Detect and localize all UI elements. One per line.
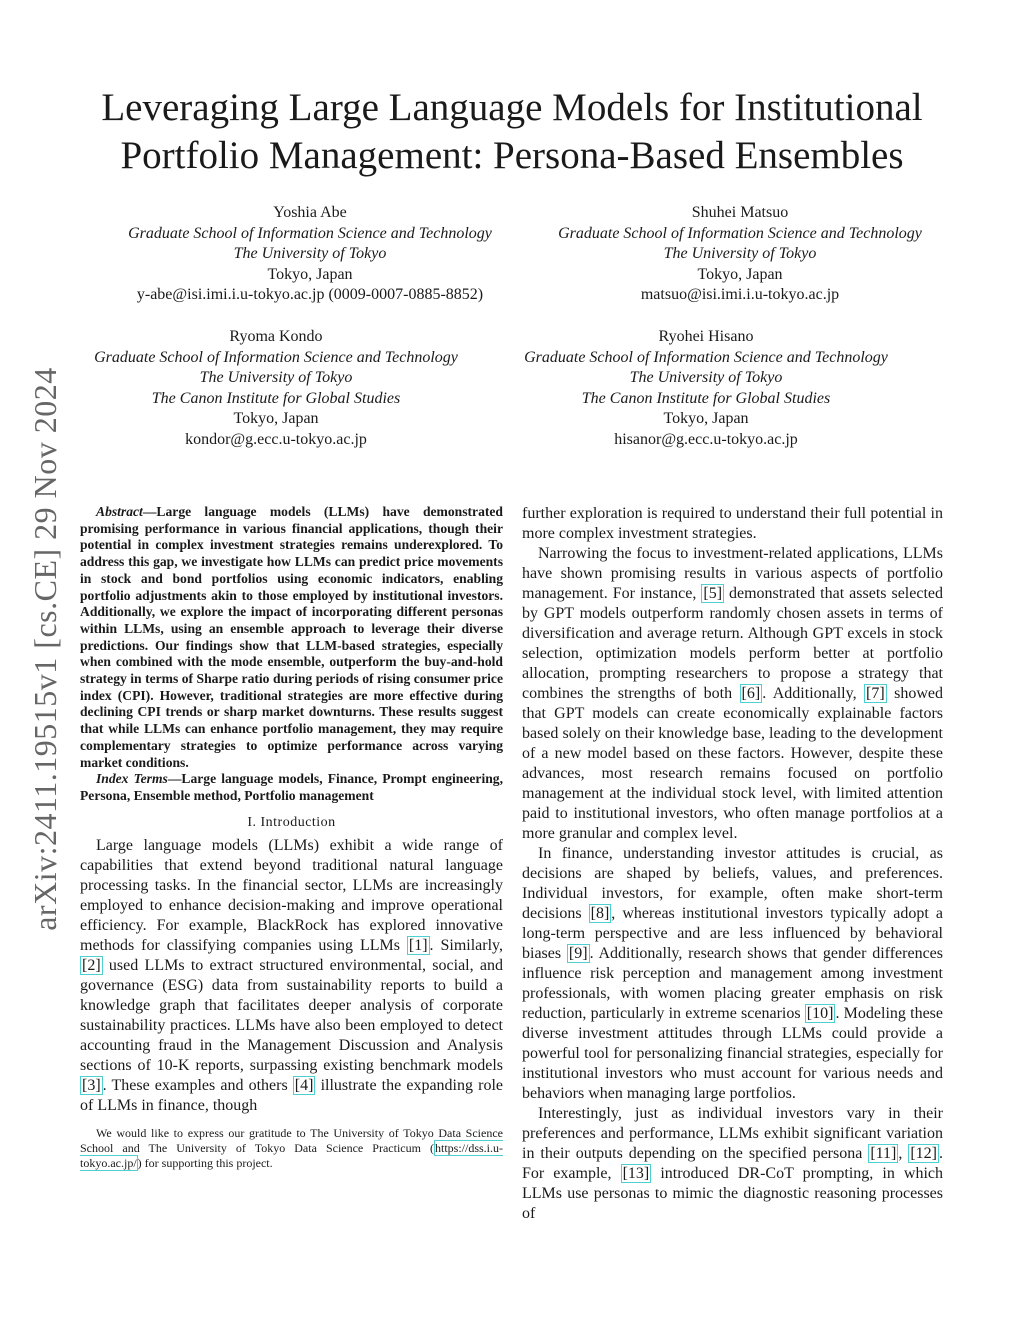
- author-institute: The Canon Institute for Global Studies: [151, 389, 401, 407]
- citation-link[interactable]: [10]: [806, 1005, 834, 1022]
- author-university: The University of Tokyo: [233, 245, 387, 263]
- text-run: , whereas institutional investors typically adopt a long-term perspective and are less influenced by behavioral biases: [522, 905, 944, 962]
- author-affiliation: Graduate School of Information Science and Technology: [558, 224, 922, 242]
- author-affiliation: Graduate School of Information Science and Technology: [524, 348, 888, 366]
- citation-link[interactable]: [9]: [568, 945, 588, 962]
- author-block-hisano: [496, 327, 916, 451]
- section-heading: I. Introduction: [247, 814, 336, 830]
- text-run: demonstrated that assets selected by GPT models outperform randomly chosen assets in terms of diversification and average return. Although GPT excels in stock selection, optimization models perform better at portfolio allocation, prompting researchers to propose a strategy that combines the strengths of both: [522, 585, 944, 702]
- citation-link[interactable]: [2]: [82, 956, 101, 974]
- text-run: used LLMs to extract structured environmental, social, and governance (ESG) data from sustainability reports to build a knowledge graph that facilitates deeper analysis of corporate sustainability practices. LLMs have also been employed to detect accounting fraud in the Management Discussion and Analysis sections of 10-K reports, surpassing existing benchmark models: [80, 956, 503, 1074]
- text-run: ,: [898, 1145, 909, 1162]
- text-run: . Similarly,: [429, 936, 503, 954]
- author-affiliation: Graduate School of Information Science and Technology: [94, 348, 458, 366]
- citation-link[interactable]: [8]: [590, 905, 610, 922]
- author-block-matsuo: [530, 203, 950, 306]
- citation-link[interactable]: [7]: [866, 685, 885, 702]
- paper-title: [60, 84, 964, 180]
- citation-link[interactable]: [6]: [741, 685, 761, 702]
- abstract-text: —Large language models (LLMs) have demonstrated promising performance in various financial applications, though their potential in complex investment strategies remains underexplored. To address this gap, we investigate how LLMs can predict price movements in stock and bond portfolios using economic indicators, enabling portfolio adjustments akin to those employed by institutional investors. Additionally, we explore the impact of incorporating different personas within LLMs, using an ensemble approach to leverage their diverse predictions. Our findings show that LLM-based strategies, especially when combined with the mode ensemble, outperform the buy-and-hold strategy in terms of Sharpe ratio during periods of rising consumer price index (CPI). However, traditional strategies are more effective during declining CPI trends or sharp market downturns. These results suggest that while LLMs can enhance portfolio management, they may require complementary strategies to optimize performance across varying market conditions.: [80, 504, 503, 770]
- author-email: kondor@g.ecc.u-tokyo.ac.jp: [185, 430, 367, 448]
- intro-paragraph: [80, 836, 503, 1116]
- left-column: [80, 504, 503, 1171]
- author-location: Tokyo, Japan: [233, 410, 319, 428]
- footnote-text-end: ) for supporting this project.: [137, 1155, 273, 1170]
- text-run: showed that GPT models can create economically explainable factors based solely on their knowledge base, leading to the development of a new model based on these factors. However, despite these advances, most research remains focused on portfolio management at the individual stock level, with limited attention paid to institutional investors, who often manage portfolios at a more granular and complex level.: [522, 685, 943, 842]
- author-affiliation: Graduate School of Information Science and Technology: [128, 224, 492, 242]
- author-block-kondo: [66, 327, 486, 451]
- author-email: y-abe@isi.imi.i.u-tokyo.ac.jp (0009-0007-0885-8852): [136, 286, 484, 304]
- citation-link[interactable]: [4]: [294, 1076, 314, 1094]
- author-location: Tokyo, Japan: [663, 410, 749, 428]
- text-run: . For example,: [522, 1145, 943, 1182]
- author-university: The University of Tokyo: [199, 369, 353, 387]
- right-column: [522, 504, 943, 1224]
- citation-link[interactable]: [3]: [82, 1076, 101, 1094]
- author-location: Tokyo, Japan: [267, 265, 353, 283]
- footnote-url-link[interactable]: https://dss.i.u-tokyo.ac.jp/: [80, 1140, 503, 1170]
- index-terms: [80, 771, 503, 804]
- author-location: Tokyo, Japan: [697, 265, 783, 283]
- citation-link[interactable]: [1]: [408, 936, 428, 954]
- text-run: . Additionally,: [762, 685, 865, 702]
- text-run: Large language models (LLMs) exhibit a wide range of capabilities that extend beyond traditional natural language processing tasks. In the financial sector, LLMs are increasingly employed to enhance decision-making and improve operational efficiency. For example, BlackRock has explored innovative methods for classifying companies using LLMs: [80, 836, 503, 954]
- text-run: . These examples and others: [102, 1076, 293, 1094]
- text-run: . Modeling these diverse investment attitudes through LLMs could provide a powerful tool for personalizing financial strategies, especially for institutional investors who must account for various needs and behaviors when managing large portfolios.: [522, 1005, 943, 1102]
- index-terms-label: Index Terms: [96, 771, 168, 787]
- title-line-1: Leveraging Large Language Models for Institutional: [101, 86, 923, 129]
- right-paragraph-continued: further exploration is required to understand their full potential in more complex investment strategies.: [522, 505, 943, 542]
- text-run: . Additionally, research shows that gender differences influence risk perception and management among investment professionals, with women placing greater emphasis on risk reduction, particularly in extreme scenarios: [522, 945, 943, 1022]
- author-name: Shuhei Matsuo: [691, 204, 789, 221]
- author-institute: The Canon Institute for Global Studies: [581, 389, 831, 407]
- abstract-label: Abstract: [96, 504, 143, 519]
- citation-link[interactable]: [13]: [622, 1165, 650, 1182]
- citation-link[interactable]: [12]: [910, 1145, 937, 1162]
- author-block-abe: [100, 203, 520, 306]
- title-line-2: Portfolio Management: Persona-Based Ensembles: [120, 134, 904, 177]
- right-paragraph: [522, 544, 943, 844]
- citation-link[interactable]: [5]: [703, 585, 723, 602]
- author-university: The University of Tokyo: [629, 369, 783, 387]
- text-run: Narrowing the focus to investment-related applications, LLMs have shown promising results in various aspects of portfolio management. For instance,: [522, 545, 943, 602]
- author-name: Ryohei Hisano: [658, 328, 754, 345]
- author-email: hisanor@g.ecc.u-tokyo.ac.jp: [614, 430, 798, 448]
- abstract: [80, 504, 503, 771]
- author-email: matsuo@isi.imi.i.u-tokyo.ac.jp: [640, 286, 840, 304]
- arxiv-side-stamp: arXiv:2411.19515v1 [cs.CE] 29 Nov 2024: [27, 367, 63, 931]
- text-run: introduced DR-CoT prompting, in which LLMs use personas to mimic the diagnostic reasoning processes of: [522, 1165, 944, 1222]
- text-run: In finance, understanding investor attitudes is crucial, as decisions are shaped by beliefs, values, and preferences. Individual investors, for example, often make short-term decisions: [522, 845, 943, 922]
- index-terms-text: —Large language models, Finance, Prompt engineering, Persona, Ensemble method, Portfolio management: [80, 771, 503, 803]
- right-paragraph: [522, 1104, 943, 1224]
- text-run: Interestingly, just as individual investors vary in their preferences and performance, LLMs exhibit significant variation in their outputs depending on the specified persona: [522, 1105, 943, 1162]
- footnote: [80, 1126, 503, 1171]
- author-university: The University of Tokyo: [663, 245, 817, 263]
- author-name: Ryoma Kondo: [229, 328, 323, 345]
- author-name: Yoshia Abe: [273, 204, 347, 221]
- text-run: illustrate the expanding role of LLMs in finance, though: [80, 1076, 503, 1114]
- right-paragraph: [522, 844, 943, 1104]
- citation-link[interactable]: [11]: [870, 1145, 897, 1162]
- footnote-text: We would like to express our gratitude to The University of Tokyo Data Science School and The University of Tokyo Data Science Practicum (: [80, 1125, 503, 1155]
